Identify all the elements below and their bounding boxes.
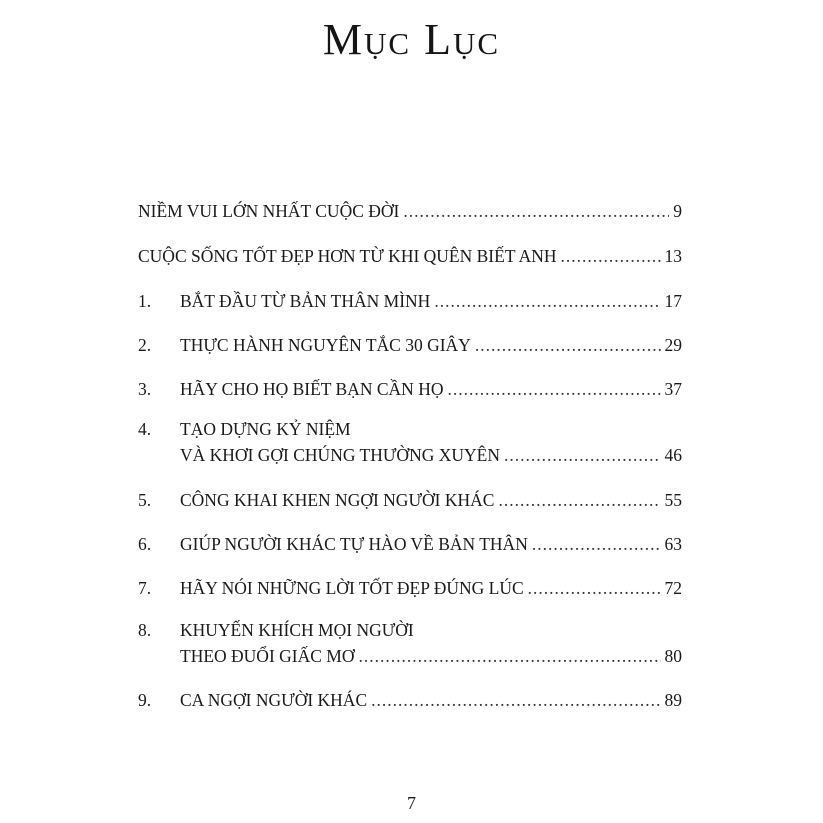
toc-entry-number: 4. [138,419,152,439]
toc-entry-title-continued: THEO ĐUỔI GIẤC MƠ [180,646,355,666]
dot-leader [498,489,660,511]
toc-entry[interactable] [138,489,682,515]
dot-leader [371,689,660,711]
toc-entry[interactable] [138,334,682,360]
toc-entry-page: 13 [664,246,682,266]
toc-entry-page: 80 [664,646,682,666]
dot-leader [561,245,661,267]
toc-entry-title: THỰC HÀNH NGUYÊN TẮC 30 GIÂY [180,335,471,355]
toc-entry-page: 37 [664,379,682,399]
page-title: Mục Lục [322,15,501,64]
toc-entry[interactable] [138,533,682,559]
toc-entry-title: KHUYẾN KHÍCH MỌI NGƯỜI [180,620,414,640]
toc-entry[interactable] [138,378,682,404]
dot-leader [528,577,661,599]
dot-leader [359,645,661,667]
toc-entry-page: 17 [664,291,682,311]
toc-entry-number: 8. [138,620,152,640]
dot-leader [447,378,660,400]
toc-entry[interactable] [138,245,682,271]
page-number: 7 [407,793,416,813]
toc-entry-page: 55 [664,490,682,510]
toc-entry-title: NIỀM VUI LỚN NHẤT CUỘC ĐỜI [138,201,400,221]
toc-entry[interactable] [138,418,682,470]
toc-entry-title: CUỘC SỐNG TỐT ĐẸP HƠN TỪ KHI QUÊN BIẾT ANH [138,246,557,266]
toc-entry-title: GIÚP NGƯỜI KHÁC TỰ HÀO VỀ BẢN THÂN [180,534,528,554]
toc-entry-title: TẠO DỰNG KỶ NIỆM [180,419,351,439]
toc-entry[interactable] [138,689,682,715]
dot-leader [475,334,661,356]
toc-entry-title: HÃY CHO HỌ BIẾT BẠN CẦN HỌ [180,379,444,399]
toc-entry-page: 72 [664,578,682,598]
toc-entry[interactable] [138,200,682,226]
toc-entry[interactable] [138,290,682,316]
dot-leader [504,444,661,466]
toc-entry-number: 5. [138,490,152,510]
dot-leader [434,290,660,312]
toc-entry-number: 6. [138,534,152,554]
toc-entry-page: 63 [664,534,682,554]
toc-entry[interactable] [138,619,682,671]
toc-entry-number: 1. [138,291,152,311]
toc-entry-title: HÃY NÓI NHỮNG LỜI TỐT ĐẸP ĐÚNG LÚC [180,578,524,598]
toc-entry-title: BẮT ĐẦU TỪ BẢN THÂN MÌNH [180,291,431,311]
toc-entry-page: 89 [664,690,682,710]
toc-entry-page: 46 [664,445,682,465]
toc-entry[interactable] [138,577,682,603]
dot-leader [403,200,669,222]
toc-entry-title: CA NGỢI NGƯỜI KHÁC [180,690,368,710]
toc-entry-page: 9 [673,201,682,221]
toc-entry-number: 3. [138,379,152,399]
toc-entry-number: 9. [138,690,152,710]
toc-entry-title-continued: VÀ KHƠI GỢI CHÚNG THƯỜNG XUYÊN [180,445,500,465]
toc-entry-title: CÔNG KHAI KHEN NGỢI NGƯỜI KHÁC [180,490,495,510]
toc-entry-page: 29 [664,335,682,355]
dot-leader [532,533,661,555]
toc-entry-number: 7. [138,578,152,598]
toc-entry-number: 2. [138,335,152,355]
